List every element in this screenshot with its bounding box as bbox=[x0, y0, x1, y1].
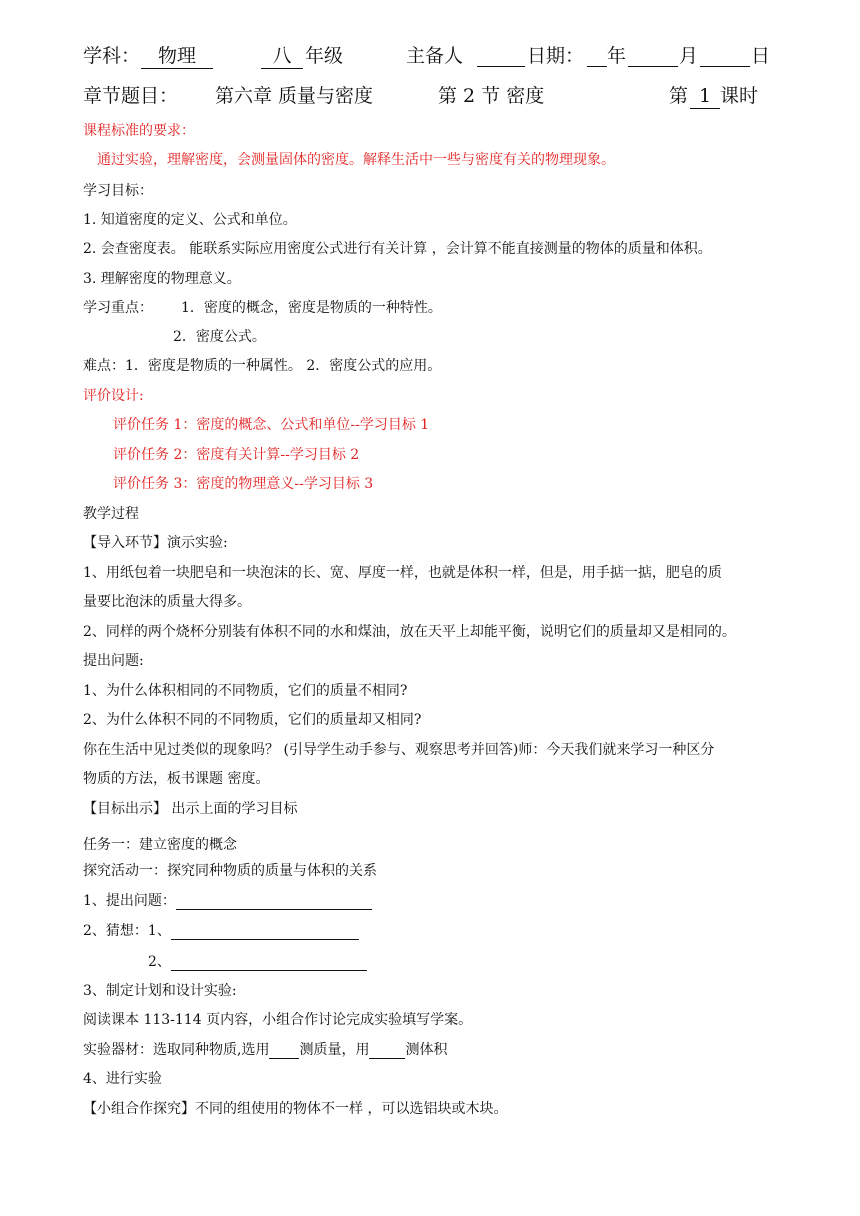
step-4: 4、进行实验 bbox=[83, 1071, 162, 1087]
standard-heading: 课程标准的要求： bbox=[83, 123, 195, 139]
intro-heading: 【导入环节】演示实验: bbox=[83, 535, 228, 551]
step-2 bbox=[83, 922, 359, 940]
period-value: 1 bbox=[698, 85, 712, 107]
question-item: 2、为什么体积不同的不同物质，它们的质量却又相同? bbox=[83, 712, 422, 728]
evaluation-task: 评价任务 2：密度有关计算--学习目标 2 bbox=[113, 447, 360, 463]
step-3: 3、制定计划和设计实验: bbox=[83, 983, 237, 999]
step-2b bbox=[148, 953, 367, 971]
answer-blank[interactable] bbox=[369, 1042, 405, 1059]
intro-item-2: 2、同样的两个烧杯分别装有体积不同的水和煤油，放在天平上却能平衡，说明它们的质量却又是相同的。 bbox=[83, 624, 736, 640]
subject-value: 物理 bbox=[157, 45, 196, 67]
chapter-value: 第六章 质量与密度 bbox=[215, 85, 374, 107]
equipment-c: 测体积 bbox=[405, 1042, 448, 1058]
month-blank bbox=[628, 44, 678, 67]
subject-field bbox=[141, 44, 213, 69]
grade-field bbox=[261, 44, 303, 69]
question-heading: 提出问题: bbox=[83, 653, 144, 669]
key-points-label: 学习重点： bbox=[83, 300, 153, 316]
step-1 bbox=[83, 892, 372, 910]
task-1: 任务一：建立密度的概念 bbox=[83, 837, 237, 853]
equipment bbox=[83, 1041, 447, 1059]
answer-blank[interactable] bbox=[269, 1042, 299, 1059]
objective-item: 1. 知道密度的定义、公式和单位。 bbox=[83, 212, 297, 228]
answer-blank[interactable] bbox=[176, 893, 372, 910]
life-question-cont: 物质的方法，板书课题 密度。 bbox=[83, 771, 270, 787]
period-prefix: 第 bbox=[669, 85, 689, 107]
life-question: 你在生活中见过类似的现象吗？ (引导学生动手参与、观察思考并回答)师：今天我们就来学习一种区分 bbox=[83, 742, 715, 758]
subject-label: 学科： bbox=[83, 45, 141, 67]
day-label: 日 bbox=[751, 45, 771, 67]
intro-item-1-cont: 量要比泡沫的质量大得多。 bbox=[83, 594, 251, 610]
objective-item: 3. 理解密度的物理意义。 bbox=[83, 271, 241, 287]
step-2b-label: 2、 bbox=[148, 954, 171, 970]
answer-blank[interactable] bbox=[171, 954, 367, 971]
goal-show: 【目标出示】 出示上面的学习目标 bbox=[83, 801, 298, 817]
year-blank bbox=[587, 44, 607, 67]
group-exploration: 【小组合作探究】不同的组使用的物体不一样 ，可以选铝块或木块。 bbox=[83, 1101, 508, 1117]
grade-label: 年级 bbox=[305, 45, 344, 67]
period-field bbox=[690, 84, 720, 109]
step-2-label: 2、猜想：1、 bbox=[83, 923, 171, 939]
evaluation-heading: 评价设计: bbox=[83, 388, 144, 404]
evaluation-task: 评价任务 3：密度的物理意义--学习目标 3 bbox=[113, 476, 374, 492]
preparer-blank bbox=[477, 44, 525, 67]
question-item: 1、为什么体积相同的不同物质，它们的质量不相同? bbox=[83, 683, 408, 699]
objective-item: 2. 会查密度表。 能联系实际应用密度公式进行有关计算 ，会计算不能直接测量的物体的质量和体积。 bbox=[83, 241, 712, 257]
process-heading: 教学过程 bbox=[83, 506, 139, 522]
equipment-a: 实验器材：选取同种物质,选用 bbox=[83, 1042, 270, 1058]
answer-blank[interactable] bbox=[171, 923, 359, 940]
grade-value: 八 bbox=[272, 45, 292, 67]
intro-item-1: 1、用纸包着一块肥皂和一块泡沫的长、宽、厚度一样，也就是体积一样，但是，用手掂一掂，肥皂的质 bbox=[83, 565, 722, 581]
chapter-label: 章节题目： bbox=[83, 85, 179, 107]
activity-1: 探究活动一：探究同种物质的质量与体积的关系 bbox=[83, 863, 377, 879]
month-label: 月 bbox=[679, 45, 699, 67]
equipment-b: 测质量，用 bbox=[299, 1042, 370, 1058]
preparer-label: 主备人 bbox=[406, 45, 464, 67]
step-1-label: 1、提出问题： bbox=[83, 893, 176, 909]
year-label: 年 bbox=[607, 45, 627, 67]
evaluation-task: 评价任务 1：密度的概念、公式和单位--学习目标 1 bbox=[113, 417, 430, 433]
section-value: 第 2 节 密度 bbox=[438, 85, 545, 107]
period-suffix: 课时 bbox=[720, 85, 759, 107]
read-instruction: 阅读课本 113-114 页内容，小组合作讨论完成实验填写学案。 bbox=[83, 1012, 473, 1028]
key-point-item: 2．密度公式。 bbox=[173, 329, 266, 345]
difficulty: 难点：1．密度是物质的一种属性。 2．密度公式的应用。 bbox=[83, 358, 442, 374]
standard-text: 通过实验，理解密度，会测量固体的密度。解释生活中一些与密度有关的物理现象。 bbox=[97, 152, 615, 168]
day-blank bbox=[700, 44, 750, 67]
key-point-item: 1．密度的概念，密度是物质的一种特性。 bbox=[181, 300, 442, 316]
date-label: 日期： bbox=[527, 45, 585, 67]
objectives-heading: 学习目标： bbox=[83, 183, 153, 199]
